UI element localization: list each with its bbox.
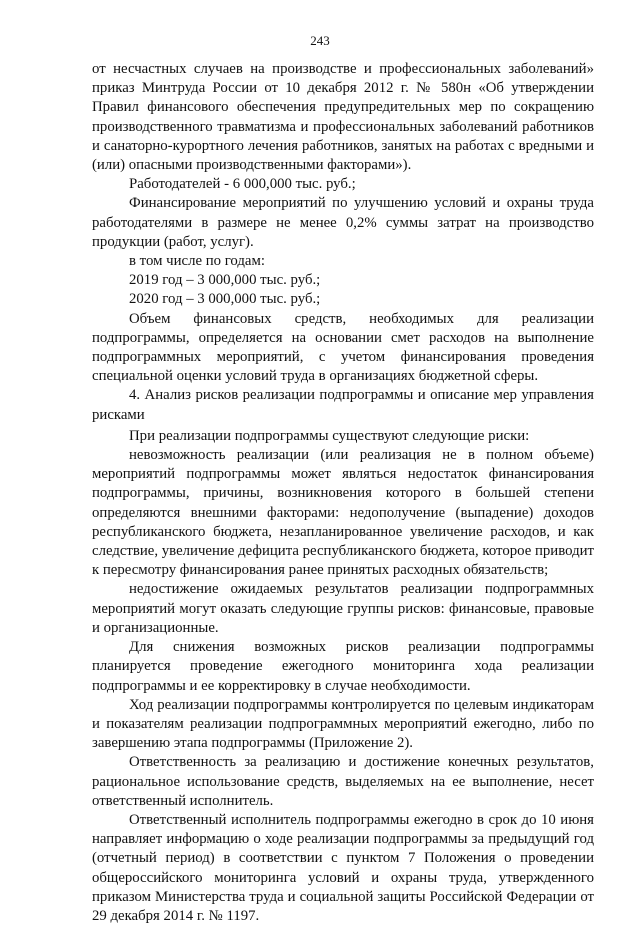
page-number: 243 <box>310 33 330 48</box>
section-heading-risks: 4. Анализ рисков реализации подпрограммы и описание мер управления рисками <box>92 387 594 423</box>
paragraph-responsibility: Ответственность за реализацию и достижение конечных результатов, рациональное использование средств, выделяемых на ее выполнение, несет ответственный исполнитель. <box>92 754 594 809</box>
paragraph-by-years: в том числе по годам: <box>129 253 265 270</box>
document-body <box>92 60 594 926</box>
paragraph-employers-financing: Финансирование мероприятий по улучшению условий и охраны труда работодателями в размере не менее 0,2% суммы затрат на производство продукции (работ, услуг). <box>92 195 594 250</box>
paragraph-progress-control: Ход реализации подпрограммы контролируется по целевым индикаторам и показателям реализации подпрограммных мероприятий ежегодно, либо по завершению этапа подпрограммы (Приложение 2). <box>92 696 594 752</box>
paragraph-reporting: Ответственный исполнитель подпрограммы ежегодно в срок до 10 июня направляет информацию о ходе реализации подпрограммы за предыдущий год (отчетный период) в соответствии с пунктом 7 Положения о проведении общероссийского мониторинга условий и охраны труда, утвержденного приказом Министерства труда и социальной защиты Российской Федерации от 29 декабря 2014 г. № 1197. <box>92 811 594 924</box>
paragraph-risk-results: недостижение ожидаемых результатов реализации подпрограммных мероприятий могут оказать следующие группы рисков: финансовые, правовые и организационные. <box>92 581 594 636</box>
paragraph-risks-intro: При реализации подпрограммы существуют следующие риски: <box>129 427 530 444</box>
paragraph-risk-mitigation: Для снижения возможных рисков реализации подпрограммы планируется проведение ежегодного мониторинга хода реализации подпрограммы и ее корректировку в случае необходимости. <box>92 639 594 694</box>
paragraph-employers-amount: Работодателей - 6 000,000 тыс. руб.; <box>129 176 356 193</box>
paragraph-funding-volume: Объем финансовых средств, необходимых для реализации подпрограммы, определяется на основании смет расходов на выполнение подпрограммных мероприятий, с учетом финансирования проведения специальной оценки условий труда в организациях бюджетной сферы. <box>92 310 594 385</box>
paragraph-risk-funding: невозможность реализации (или реализация не в полном объеме) мероприятий подпрограммы может являться недостаток финансирования подпрограммы, причины, возникновения которого в большей степени определяются внешними факторами: недополучение (выпадение) доходов республиканского бюджета, незапланированное увеличение расходов, и как следствие, увеличение дефицита республиканского бюджета, которое приводит к пересмотру финансирования ранее принятых расходных обязательств; <box>92 447 594 579</box>
paragraph-year-2019: 2019 год – 3 000,000 тыс. руб.; <box>129 272 321 289</box>
paragraph-year-2020: 2020 год – 3 000,000 тыс. руб.; <box>129 291 321 308</box>
paragraph-continuation: от несчастных случаев на производстве и профессиональных заболеваний» приказ Минтруда России от 10 декабря 2012 г. № 580н «Об утверждении Правил финансового обеспечения предупредительных мер по сокращению производственного травматизма и профессиональных заболеваний работников и санаторно-курортного лечения работников, занятых на работах с вредными и (или) опасными производственными факторами»). <box>92 61 594 174</box>
